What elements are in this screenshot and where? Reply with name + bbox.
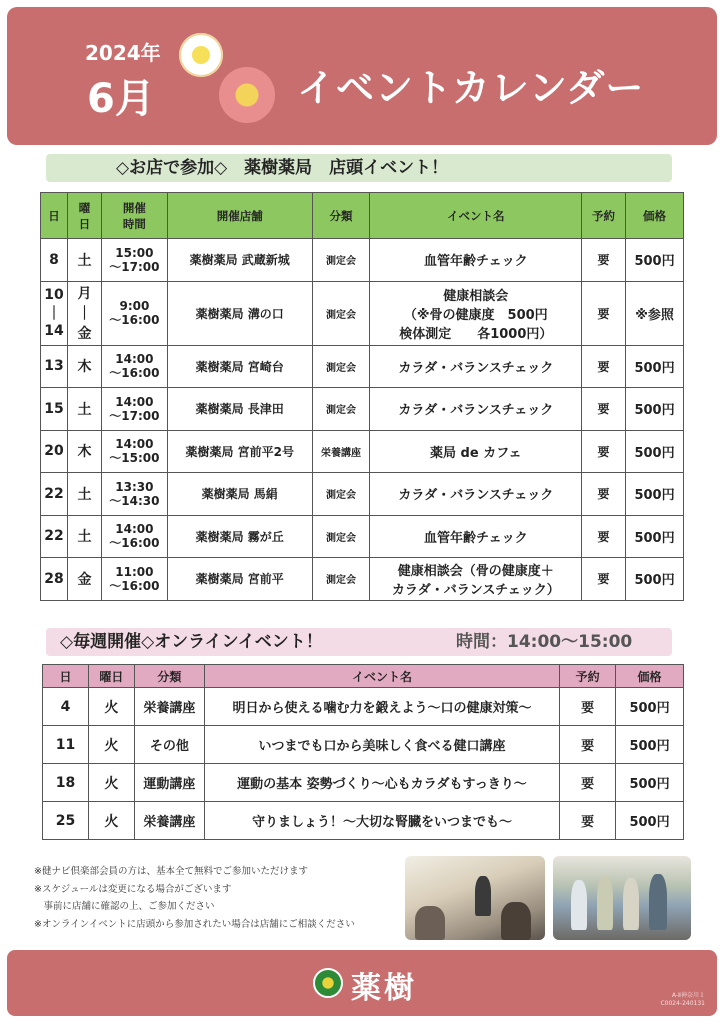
- table-cell-time: 14:00 ～17:00: [101, 388, 167, 431]
- table-cell-store: 薬樹薬局 溝の口: [167, 281, 312, 345]
- col-header-reserve: 予約: [560, 665, 616, 688]
- logo-text: 薬樹: [351, 971, 417, 1006]
- col-header-day: 日: [41, 193, 68, 239]
- table-cell-day: 11: [43, 726, 89, 764]
- table-cell-dow: 木: [67, 430, 101, 473]
- table-cell-event: 薬局 de カフェ: [370, 430, 582, 473]
- table-cell-type: 測定会: [312, 239, 370, 282]
- table-cell-reserve: 要: [560, 802, 616, 840]
- table-row: [41, 345, 684, 388]
- table-cell-time: 13:30 ～14:30: [101, 473, 167, 516]
- online-banner-title: ◇毎週開催◇オンラインイベント！: [60, 632, 323, 652]
- table-cell-dow: 土: [67, 388, 101, 431]
- table-cell-dow: 火: [88, 802, 134, 840]
- page-title: イベントカレンダー: [297, 66, 645, 110]
- store-section-banner: ◇お店で参加◇ 薬樹薬局 店頭イベント！: [46, 154, 672, 182]
- table-cell-event: 血管年齢チェック: [370, 239, 582, 282]
- table-cell-event: カラダ・バランスチェック: [370, 473, 582, 516]
- table-cell-reserve: 要: [582, 558, 626, 601]
- footer-banner: [7, 950, 717, 1016]
- col-header-dow: 曜日: [88, 665, 134, 688]
- table-row: [41, 239, 684, 282]
- table-cell-day: 20: [41, 430, 68, 473]
- event-photo-indoor: [405, 856, 545, 940]
- col-header-price: 価格: [626, 193, 684, 239]
- table-cell-price: 500円: [616, 764, 684, 802]
- table-cell-price: 500円: [626, 515, 684, 558]
- table-cell-reserve: 要: [582, 430, 626, 473]
- table-row: [41, 473, 684, 516]
- col-header-price: 価格: [616, 665, 684, 688]
- table-cell-dow: 火: [88, 688, 134, 726]
- note-line: ※健ナビ倶楽部会員の方は、基本全て無料でご参加いただけます: [34, 866, 308, 877]
- table-row: [43, 688, 684, 726]
- table-cell-event: 健康相談会 （※骨の健康度 500円 検体測定 各1000円）: [370, 281, 582, 345]
- table-cell-day: 4: [43, 688, 89, 726]
- table-cell-event: いつまでも口から美味しく食べる健口講座: [204, 726, 559, 764]
- table-cell-event: 血管年齢チェック: [370, 515, 582, 558]
- table-row: [43, 726, 684, 764]
- table-cell-dow: 土: [67, 473, 101, 516]
- online-event-table: [42, 664, 684, 840]
- table-cell-type: 栄養講座: [134, 688, 204, 726]
- table-row: [41, 430, 684, 473]
- table-row: [41, 281, 684, 345]
- table-cell-price: ※参照: [626, 281, 684, 345]
- table-cell-event: 運動の基本 姿勢づくり～心もカラダもすっきり～: [204, 764, 559, 802]
- table-cell-price: 500円: [626, 239, 684, 282]
- table-cell-price: 500円: [626, 388, 684, 431]
- col-header-store: 開催店舗: [167, 193, 312, 239]
- store-event-table: [40, 192, 684, 601]
- table-cell-dow: 火: [88, 726, 134, 764]
- table-cell-day: 15: [41, 388, 68, 431]
- table-cell-dow: 火: [88, 764, 134, 802]
- table-cell-day: 10 ｜ 14: [41, 281, 68, 345]
- col-header-event: イベント名: [370, 193, 582, 239]
- online-section-banner: [46, 628, 672, 656]
- col-header-time: 開催 時間: [101, 193, 167, 239]
- table-cell-type: 測定会: [312, 281, 370, 345]
- table-cell-time: 15:00 ～17:00: [101, 239, 167, 282]
- table-cell-time: 14:00 ～16:00: [101, 515, 167, 558]
- table-cell-type: 栄養講座: [134, 802, 204, 840]
- table-cell-event: 守りましょう！～大切な腎臓をいつまでも～: [204, 802, 559, 840]
- col-header-day: 日: [43, 665, 89, 688]
- table-cell-day: 25: [43, 802, 89, 840]
- table-cell-day: 8: [41, 239, 68, 282]
- col-header-event: イベント名: [204, 665, 559, 688]
- logo-icon: [313, 968, 343, 998]
- table-cell-day: 18: [43, 764, 89, 802]
- table-cell-store: 薬樹薬局 宮崎台: [167, 345, 312, 388]
- flower-icon: [219, 67, 275, 123]
- table-cell-reserve: 要: [582, 281, 626, 345]
- table-cell-reserve: 要: [560, 764, 616, 802]
- table-cell-store: 薬樹薬局 宮前平2号: [167, 430, 312, 473]
- table-cell-dow: 土: [67, 239, 101, 282]
- col-header-dow: 曜 日: [67, 193, 101, 239]
- table-cell-reserve: 要: [582, 388, 626, 431]
- table-cell-store: 薬樹薬局 武蔵新城: [167, 239, 312, 282]
- table-row: [43, 764, 684, 802]
- table-cell-type: 測定会: [312, 473, 370, 516]
- table-header-row: [43, 665, 684, 688]
- table-cell-type: 測定会: [312, 388, 370, 431]
- table-cell-store: 薬樹薬局 馬絹: [167, 473, 312, 516]
- table-cell-price: 500円: [616, 802, 684, 840]
- event-photo-outdoor: [553, 856, 691, 940]
- table-cell-time: 9:00 ～16:00: [101, 281, 167, 345]
- table-cell-day: 22: [41, 515, 68, 558]
- table-cell-event: カラダ・バランスチェック: [370, 388, 582, 431]
- month-label: 6月: [87, 76, 155, 122]
- table-cell-type: その他: [134, 726, 204, 764]
- table-cell-price: 500円: [626, 558, 684, 601]
- table-cell-type: 運動講座: [134, 764, 204, 802]
- note-line: ※オンラインイベントに店頭から参加されたい場合は店舗にご相談ください: [34, 918, 355, 930]
- col-header-type: 分類: [134, 665, 204, 688]
- year-label: 2024年: [85, 41, 161, 65]
- table-cell-type: 測定会: [312, 558, 370, 601]
- col-header-type: 分類: [312, 193, 370, 239]
- document-code: A-Ⅱ神奈川１ C0024-240131: [660, 992, 705, 1007]
- notes-block: [34, 863, 404, 933]
- table-cell-reserve: 要: [582, 473, 626, 516]
- table-cell-price: 500円: [626, 430, 684, 473]
- table-cell-day: 22: [41, 473, 68, 516]
- table-cell-dow: 土: [67, 515, 101, 558]
- header-banner: [7, 7, 717, 145]
- table-row: [43, 802, 684, 840]
- table-cell-reserve: 要: [560, 688, 616, 726]
- table-cell-store: 薬樹薬局 長津田: [167, 388, 312, 431]
- col-header-reserve: 予約: [582, 193, 626, 239]
- table-cell-type: 栄養講座: [312, 430, 370, 473]
- table-cell-store: 薬樹薬局 宮前平: [167, 558, 312, 601]
- table-row: [41, 388, 684, 431]
- table-cell-time: 14:00 ～15:00: [101, 430, 167, 473]
- table-cell-event: カラダ・バランスチェック: [370, 345, 582, 388]
- table-cell-day: 13: [41, 345, 68, 388]
- table-row: [41, 515, 684, 558]
- table-cell-reserve: 要: [582, 515, 626, 558]
- table-cell-price: 500円: [616, 688, 684, 726]
- table-cell-price: 500円: [626, 345, 684, 388]
- note-line: ※スケジュールは変更になる場合がございます: [34, 883, 232, 895]
- table-cell-time: 14:00 ～16:00: [101, 345, 167, 388]
- table-cell-price: 500円: [626, 473, 684, 516]
- table-cell-event: 明日から使える噛む力を鍛えよう～口の健康対策～: [204, 688, 559, 726]
- table-cell-reserve: 要: [582, 239, 626, 282]
- table-cell-reserve: 要: [560, 726, 616, 764]
- table-cell-type: 測定会: [312, 515, 370, 558]
- table-cell-dow: 月 ｜ 金: [67, 281, 101, 345]
- table-cell-store: 薬樹薬局 霧が丘: [167, 515, 312, 558]
- table-cell-dow: 金: [67, 558, 101, 601]
- table-cell-dow: 木: [67, 345, 101, 388]
- table-cell-time: 11:00 ～16:00: [101, 558, 167, 601]
- table-cell-type: 測定会: [312, 345, 370, 388]
- table-header-row: [41, 193, 684, 239]
- table-cell-reserve: 要: [582, 345, 626, 388]
- table-cell-day: 28: [41, 558, 68, 601]
- table-row: [41, 558, 684, 601]
- flower-icon: [179, 33, 223, 77]
- online-time-label: 時間：14:00～15:00: [456, 632, 633, 652]
- note-line: 事前に店舗に確認の上、ご参加ください: [34, 901, 215, 912]
- table-cell-event: 健康相談会（骨の健康度＋ カラダ・バランスチェック）: [370, 558, 582, 601]
- table-cell-price: 500円: [616, 726, 684, 764]
